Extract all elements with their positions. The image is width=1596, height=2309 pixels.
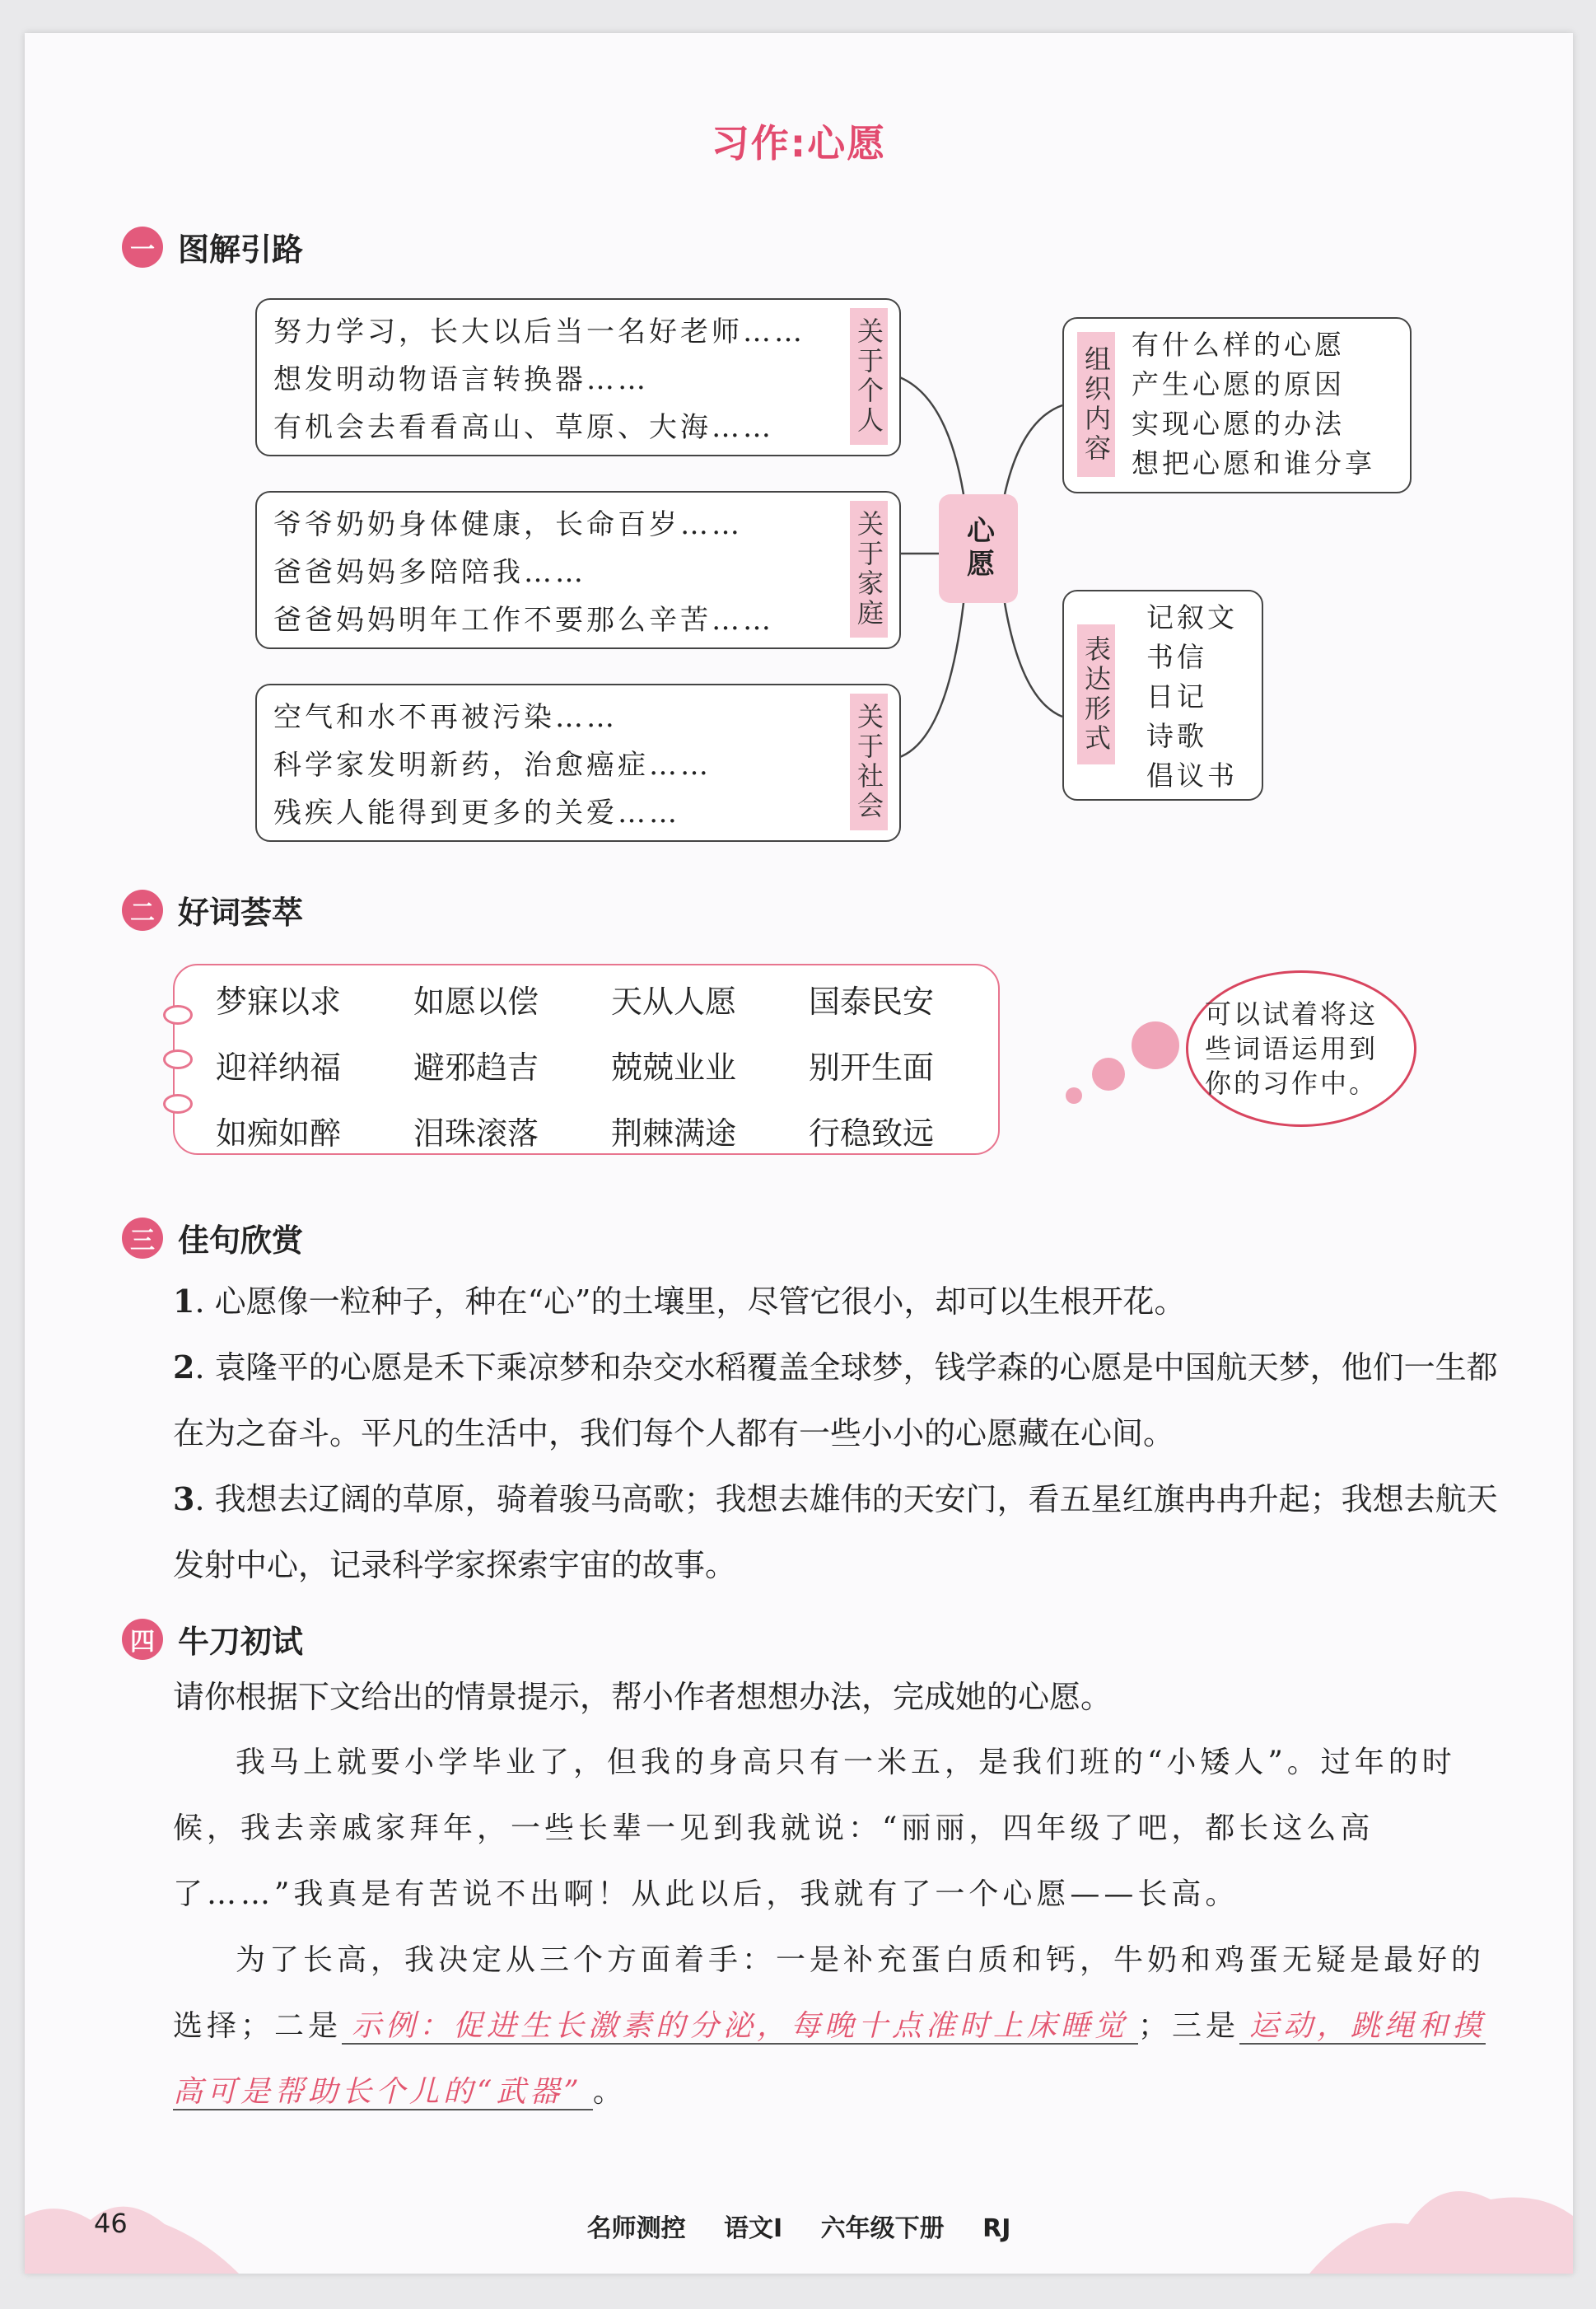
word-box — [173, 964, 1000, 1155]
word-item: 国泰民安 — [809, 984, 935, 1020]
answer-blank-2[interactable]: 运动，跳绳和摸高可是帮助长个儿的“武器” — [173, 2009, 1486, 2109]
word-item: 梦寐以求 — [216, 984, 342, 1020]
mindmap-line: 爸爸妈妈明年工作不要那么辛苦…… — [273, 604, 774, 637]
word-item: 行稳致远 — [809, 1115, 935, 1152]
footer-grade: 六年级下册 — [820, 2214, 945, 2243]
thought-dot — [1132, 1021, 1179, 1069]
sentence-number: 2 — [173, 1348, 195, 1386]
section-label: 牛刀初试 — [178, 1624, 304, 1660]
essay-paragraph-2 — [173, 1928, 1499, 2125]
essay-text: ；三是 — [1138, 2009, 1240, 2043]
mindmap-line: 想把心愿和谁分享 — [1132, 447, 1375, 479]
sentence-text: . 我想去辽阔的草原，骑着骏马高歌；我想去雄伟的天安门，看五星红旗冉冉升起；我想去航天发射中心，记录科学家探索宇宙的故事。 — [173, 1481, 1498, 1583]
mindmap-lines — [273, 694, 712, 837]
thought-dot — [1066, 1087, 1082, 1104]
word-item: 兢兢业业 — [611, 1049, 737, 1086]
mindmap-line: 爷爷奶奶身体健康，长命百岁…… — [273, 508, 743, 541]
section-badge: 二 — [122, 890, 163, 931]
mindmap-line: 爸爸妈妈多陪陪我…… — [273, 556, 586, 589]
section-header-3 — [122, 1215, 303, 1260]
mindmap-line: 努力学习，长大以后当一名好老师…… — [273, 316, 805, 348]
sentence-number: 3 — [173, 1480, 195, 1517]
mindmap-line: 科学家发明新药，治愈癌症…… — [273, 749, 712, 782]
sentence-text: . 袁隆平的心愿是禾下乘凉梦和杂交水稻覆盖全球梦，钱学森的心愿是中国航天梦，他们一生都在为之奋斗。平凡的生活中，我们每个人都有一些小小的心愿藏在心间。 — [173, 1349, 1498, 1451]
mindmap-tag: 关于家庭 — [850, 501, 888, 638]
word-item: 泪珠滚落 — [413, 1115, 539, 1152]
word-item: 如愿以偿 — [413, 984, 539, 1020]
sentence-text: . 心愿像一粒种子，种在“心”的土壤里，尽管它很小，却可以生根开花。 — [194, 1283, 1186, 1320]
word-item: 迎祥纳福 — [216, 1049, 342, 1086]
mindmap-box-content — [1062, 317, 1412, 493]
mindmap-line: 实现心愿的办法 — [1132, 408, 1345, 440]
mindmap-center: 心愿 — [939, 494, 1018, 603]
mindmap-line: 书信 — [1146, 641, 1207, 673]
mindmap-line: 日记 — [1146, 680, 1207, 713]
page — [25, 33, 1573, 2274]
essay-text: 为了长高，我决定从三个方面着手：一是补充蛋白质和钙，牛奶和鸡蛋无疑是最好的选择；二是 — [173, 1943, 1486, 2043]
mindmap-tag: 关于个人 — [850, 308, 888, 445]
exercise-prompt: 请你根据下文给出的情景提示，帮小作者想想办法，完成她的心愿。 — [173, 1679, 1113, 1715]
mindmap-box-society — [255, 684, 901, 842]
mindmap-line: 有什么样的心愿 — [1132, 329, 1345, 361]
mindmap-box-family — [255, 491, 901, 649]
mindmap-line: 记叙文 — [1146, 601, 1238, 633]
thought-bubble: 可以试着将这些词语运用到你的习作中。 — [1186, 970, 1416, 1127]
word-item: 别开生面 — [809, 1049, 935, 1086]
answer-blank-1[interactable]: 示例：促进生长激素的分泌，每晚十点准时上床睡觉 — [342, 2009, 1138, 2045]
footer-edition: RJ — [982, 2214, 1011, 2243]
binder-ring — [163, 1094, 193, 1114]
mindmap-lines — [273, 501, 774, 644]
mindmap-line: 残疾人能得到更多的关爱…… — [273, 797, 680, 830]
mindmap-tag: 组织内容 — [1077, 332, 1115, 477]
page-footer — [25, 2208, 1573, 2257]
section-label: 好词荟萃 — [178, 895, 304, 931]
mindmap-tag: 表达形式 — [1077, 624, 1115, 764]
footer-subject: 语文Ⅰ — [724, 2214, 783, 2243]
page-number: 46 — [94, 2208, 128, 2239]
word-item: 如痴如醉 — [216, 1115, 342, 1152]
footer-text — [25, 2208, 1573, 2244]
footer-brand: 名师测控 — [586, 2214, 686, 2243]
sentence-3 — [173, 1466, 1507, 1598]
section-badge: 三 — [122, 1218, 163, 1259]
sentence-2 — [173, 1334, 1507, 1466]
mindmap-line: 想发明动物语言转换器…… — [273, 363, 649, 396]
sentence-1 — [173, 1269, 1507, 1334]
mindmap-line: 倡议书 — [1146, 760, 1238, 792]
essay-text: 。 — [592, 2075, 627, 2109]
page-title: 习作:心愿 — [711, 121, 887, 166]
word-item: 荆棘满途 — [611, 1115, 737, 1152]
mindmap-line: 空气和水不再被污染…… — [273, 701, 618, 734]
word-grid — [216, 975, 1006, 1160]
mindmap-line: 诗歌 — [1146, 720, 1207, 752]
mindmap-line: 产生心愿的原因 — [1132, 368, 1345, 400]
binder-ring — [163, 1005, 193, 1025]
mindmap-box-personal — [255, 298, 901, 456]
mindmap-lines — [1132, 325, 1375, 484]
thought-dot — [1092, 1058, 1125, 1091]
mindmap-lines — [1146, 598, 1238, 796]
section-label: 佳句欣赏 — [178, 1222, 304, 1259]
section-badge: 一 — [122, 227, 163, 268]
mindmap-line: 有机会去看看高山、草原、大海…… — [273, 411, 774, 444]
sentence-number: 1 — [173, 1283, 195, 1320]
section-badge: 四 — [122, 1619, 163, 1660]
section-header-4 — [122, 1616, 303, 1662]
word-item: 天从人愿 — [611, 984, 737, 1020]
mindmap-tag: 关于社会 — [850, 694, 888, 830]
section-header-2 — [122, 887, 303, 932]
binder-ring — [163, 1049, 193, 1069]
word-item: 避邪趋吉 — [413, 1049, 539, 1086]
mindmap-lines — [273, 308, 805, 451]
section-label: 图解引路 — [178, 231, 304, 268]
essay-paragraph-1: 我马上就要小学毕业了，但我的身高只有一米五，是我们班的“小矮人”。过年的时候，我去亲戚家拜年，一些长辈一见到我就说：“丽丽，四年级了吧，都长这么高了……”我真是有苦说不出啊！从此以后，我就有了一个心愿——长高。 — [173, 1746, 1456, 1911]
mindmap-box-form — [1062, 590, 1263, 801]
